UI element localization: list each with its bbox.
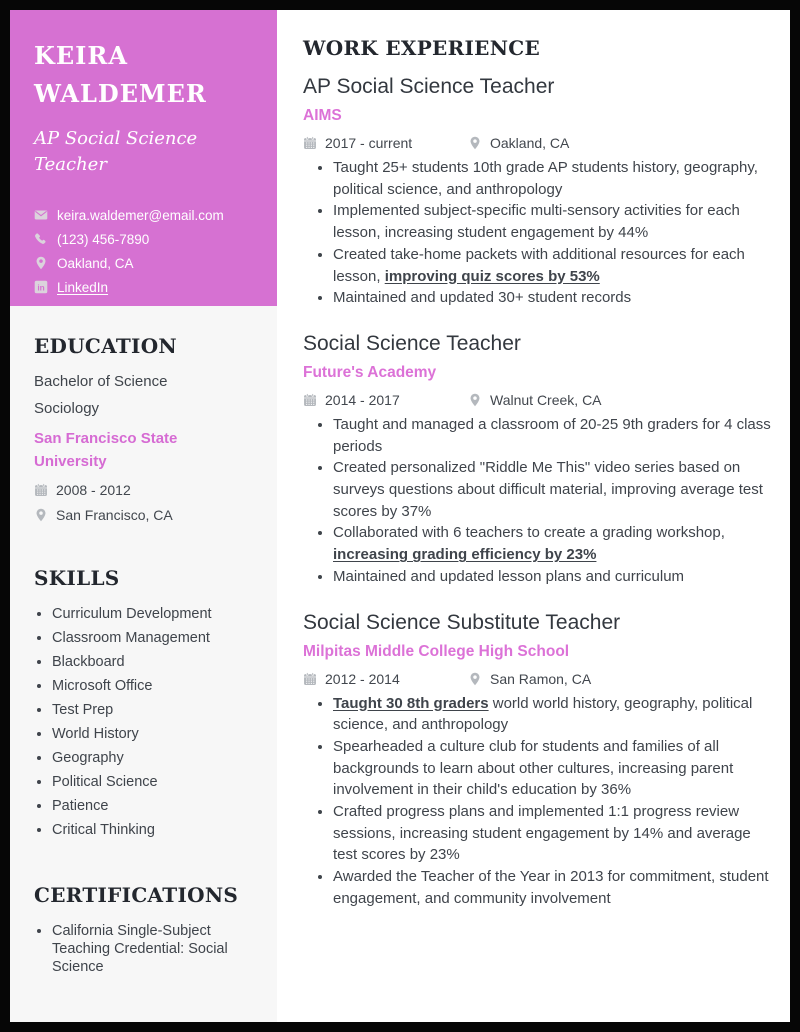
calendar-icon	[303, 393, 317, 407]
job-meta	[303, 392, 774, 408]
bullet-text: Maintained and updated lesson plans and curriculum	[333, 567, 685, 585]
job-title: Social Science Substitute Teacher	[303, 610, 621, 634]
contact-item	[34, 251, 253, 275]
job-company: AIMS	[303, 107, 342, 124]
job-bullet	[333, 287, 774, 309]
location-pin-icon	[468, 393, 482, 407]
location-pin-icon	[34, 508, 48, 522]
work-experience-column	[277, 10, 790, 1022]
bullet-text: Implemented subject-specific multi-sensory activities for each lesson, increasing student engagement by 44%	[333, 202, 740, 242]
job-bullet	[333, 414, 774, 457]
education-degree: Bachelor of Science	[34, 373, 168, 390]
job-bullet	[333, 801, 774, 866]
skill-item: • Patience	[52, 797, 253, 815]
bullet-text: Created take-home packets with additional resources for each lesson,	[333, 245, 745, 285]
job-location-text: Walnut Creek, CA	[490, 391, 602, 408]
sidebar-header	[10, 10, 277, 306]
job-title: AP Social Science Teacher	[303, 75, 555, 98]
contact-text: (123) 456-7890	[57, 231, 150, 247]
sidebar	[10, 10, 277, 1022]
contact-item	[34, 203, 253, 227]
location-pin-icon	[34, 256, 48, 270]
job-title: Social Science Teacher	[303, 331, 521, 355]
job-bullet	[333, 457, 774, 522]
job-location	[468, 135, 569, 151]
skill-item: • Political Science	[52, 773, 253, 791]
job-bullets	[303, 693, 774, 910]
skill-item: • Geography	[52, 749, 253, 767]
education-dates	[34, 482, 253, 498]
calendar-icon	[34, 483, 48, 497]
contact-text: Oakland, CA	[57, 255, 134, 271]
job-dates-text: 2012 - 2014	[325, 670, 400, 687]
job-dates-text: 2014 - 2017	[325, 391, 400, 408]
bullet-text: Collaborated with 6 teachers to create a grading workshop,	[333, 524, 725, 542]
job-dates	[303, 671, 468, 687]
bullet-text: Maintained and updated 30+ student records	[333, 289, 632, 307]
education-dates-text: 2008 - 2012	[56, 482, 131, 498]
job-bullet	[333, 200, 774, 243]
person-name: KEIRA WALDEMER	[34, 41, 207, 108]
job-entry	[303, 75, 774, 309]
location-pin-icon	[468, 672, 482, 686]
job-entry	[303, 611, 774, 910]
job-entry	[303, 332, 774, 588]
svg-text:in: in	[37, 282, 45, 293]
education-location	[34, 507, 253, 523]
education-school: San Francisco State University	[34, 430, 178, 470]
job-bullet	[333, 693, 774, 736]
person-title: AP Social Science Teacher	[34, 128, 198, 175]
contact-list	[34, 203, 253, 299]
certifications-list	[34, 922, 253, 976]
skill-item: • Test Prep	[52, 701, 253, 719]
bullet-text: Created personalized "Riddle Me This" video series based on surveys questions about difficult material, improving average test scores by 37%	[333, 459, 763, 520]
certifications-heading: CERTIFICATIONS	[34, 883, 239, 907]
contact-text[interactable]: LinkedIn	[57, 279, 109, 295]
job-dates-text: 2017 - current	[325, 135, 413, 151]
bullet-text: world world history, geography, political science, and anthropology	[333, 694, 753, 734]
certifications-section	[10, 883, 277, 976]
contact-item	[34, 227, 253, 251]
linkedin-icon	[34, 280, 48, 294]
job-bullet	[333, 566, 774, 588]
bullet-highlight: improving quiz scores by 53%	[384, 267, 600, 285]
bullet-text: Awarded the Teacher of the Year in 2013 for commitment, student engagement, and community involvement	[333, 868, 769, 907]
email-icon	[34, 208, 48, 222]
calendar-icon	[303, 136, 317, 150]
education-major: Sociology	[34, 400, 100, 417]
education-heading: EDUCATION	[34, 334, 178, 358]
job-company: Milpitas Middle College High School	[303, 642, 570, 660]
job-dates	[303, 135, 468, 151]
skill-item: • Microsoft Office	[52, 677, 253, 695]
skill-item: • Blackboard	[52, 653, 253, 671]
work-experience-heading: WORK EXPERIENCE	[303, 36, 541, 60]
calendar-icon	[303, 672, 317, 686]
job-location-text: San Ramon, CA	[490, 670, 592, 687]
bullet-text: Crafted progress plans and implemented 1:1 progress review sessions, increasing student engagement by 14% and average test scores by 23%	[333, 803, 751, 864]
bullet-text: Taught 25+ students 10th grade AP students history, geography, political science, and anthropology	[333, 159, 758, 198]
contact-item[interactable]	[34, 275, 253, 299]
skill-item: • Classroom Management	[52, 629, 253, 647]
job-bullet	[333, 244, 774, 287]
job-bullet	[333, 157, 774, 200]
job-meta	[303, 671, 774, 687]
skills-heading: SKILLS	[34, 566, 120, 590]
bullet-text: Spearheaded a culture club for students and families of all backgrounds to learn about other cultures, increasing parent involvement in their child's education by 36%	[333, 737, 734, 799]
job-bullet	[333, 866, 774, 909]
job-company: Future's Academy	[303, 363, 437, 381]
skills-section	[10, 566, 277, 839]
bullet-highlight: increasing grading efficiency by 23%	[333, 546, 597, 564]
job-location	[468, 392, 602, 408]
bullet-highlight: Taught 30 8th graders	[333, 694, 489, 712]
job-location-text: Oakland, CA	[490, 135, 570, 151]
contact-text: keira.waldemer@email.com	[57, 207, 224, 223]
skills-list	[34, 605, 253, 839]
job-bullet	[333, 522, 774, 565]
job-bullets	[303, 157, 774, 309]
education-location-text: San Francisco, CA	[56, 507, 173, 523]
job-location	[468, 671, 591, 687]
job-meta	[303, 135, 774, 151]
bullet-text: Taught and managed a classroom of 20-25 9th graders for 4 class periods	[333, 415, 771, 455]
education-section	[10, 334, 277, 523]
job-dates	[303, 392, 468, 408]
skill-item: • Critical Thinking	[52, 821, 253, 839]
jobs-list	[303, 75, 774, 910]
job-bullets	[303, 414, 774, 588]
job-bullet	[333, 736, 774, 801]
phone-icon	[34, 232, 48, 246]
certification-item: • California Single-Subject Teaching Credential: Social Science	[52, 922, 253, 976]
location-pin-icon	[468, 136, 482, 150]
skill-item: • Curriculum Development	[52, 605, 253, 623]
skill-item: • World History	[52, 725, 253, 743]
